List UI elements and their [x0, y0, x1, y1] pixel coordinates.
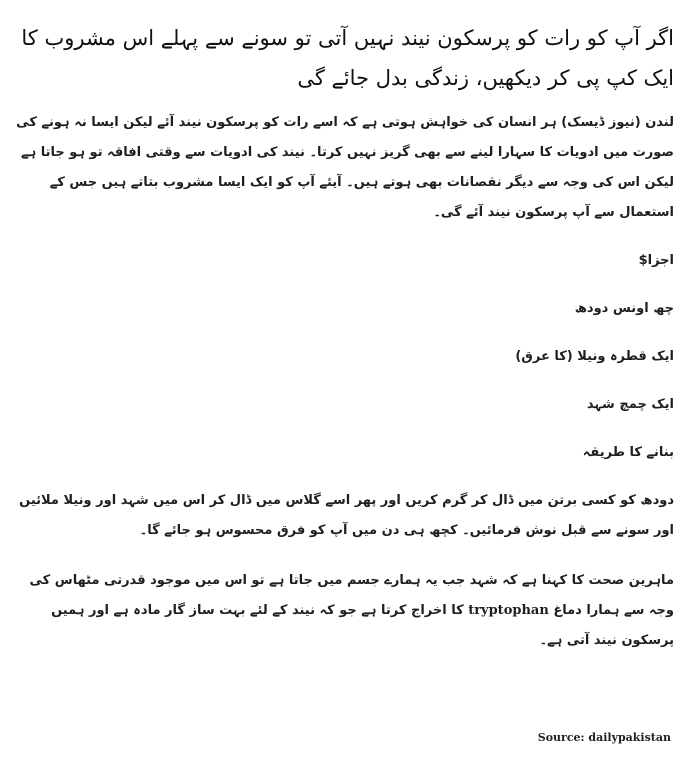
experts-paragraph	[14, 566, 674, 656]
ingredient-item-vanilla: ایک قطرہ ونیلا (کا عرق)	[515, 349, 674, 364]
article	[14, 18, 674, 674]
method-text: دودھ کو کسی برتن میں ڈال کر گرم کریں اور پھر اسے گلاس میں ڈال کر اس میں شہد اور ونیلا ملائیں اور سونے سے قبل نوش فرمائیں۔ کچھ ہی دن میں آپ کو فرق محسوس ہو جائے گا۔	[19, 493, 674, 538]
ingredient-item-honey: ایک چمچ شہد	[586, 397, 674, 412]
article-headline: اگر آپ کو رات کو پرسکون نیند نہیں آتی تو سونے سے پہلے اس مشروب کا ایک کپ پی کر دیکھیں، زندگی بدل جائے گی	[21, 26, 674, 90]
experts-text-part2: کا اخراج کرتا ہے جو کہ نیند کے لئے بہت ساز گار مادہ ہے اور ہمیں پرسکون نیند آتی ہے۔	[51, 603, 674, 648]
source-credit: Source: dailypakistan	[537, 731, 671, 744]
ingredients-heading: اجزا$	[638, 253, 674, 268]
ingredient-item-milk: چھ اونس دودھ	[574, 301, 674, 316]
method-heading: بنانے کا طریقہ	[582, 445, 674, 460]
experts-text-part1: ماہرین صحت کا کہنا ہے کہ شہد جب یہ ہمارے جسم میں جاتا ہے تو اس میں موجود قدرتی مٹھاس کی وجہ سے ہمارا دماغ	[29, 573, 674, 618]
tryptophan-term: tryptophan	[468, 603, 549, 618]
article-intro: لندن (نیوز ڈیسک) ہر انسان کی خواہش ہوتی ہے کہ اسے رات کو پرسکون نیند آئے لیکن ایسا نہ ہونے کی صورت میں ادویات کا سہارا لینے سے بھی گریز نہیں کرتا۔ نیند کی ادویات سے وقتی افاقہ تو ہو جاتا ہے لیکن اس کی وجہ سے دیگر نقصانات بھی ہوتے ہیں۔ آیئے آپ کو ایک ایسا مشروب بتاتے ہیں جس کے استعمال سے آپ پرسکون نیند آئے گی۔	[16, 115, 674, 220]
